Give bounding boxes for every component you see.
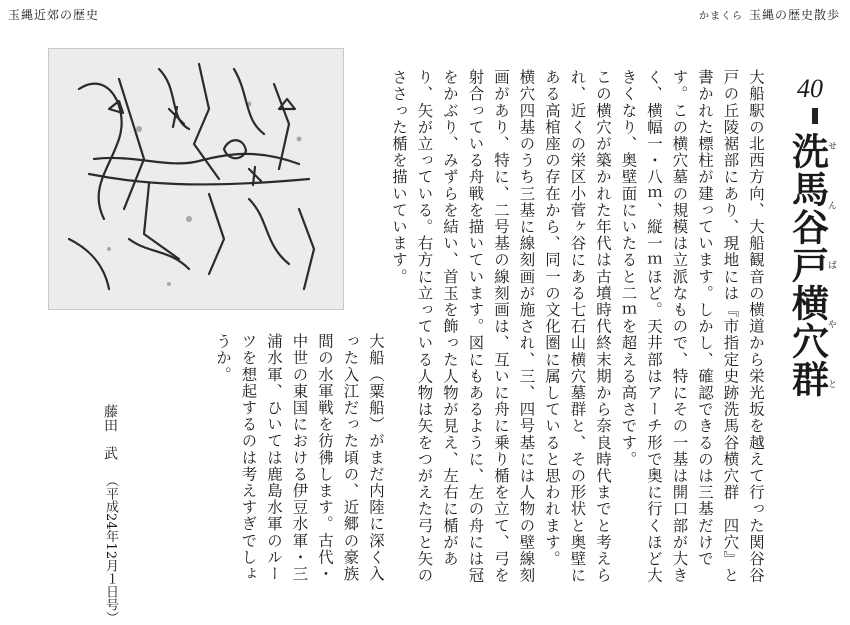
entry-title-reading: せんばやと [826,132,836,398]
author-credit [80,404,120,625]
paragraph-2: この横穴が築かれた年代は古墳時代終末期から奈良時代までと考えられ、近くの栄区小菅ヶ谷にある七石山横穴墓群と、その形状と奥壁にある高棺座の存在から、同一の文化圏に属していると思われます。 [543,69,612,584]
speckle-2 [247,102,252,107]
book-title: 玉縄の歴史散歩 [748,8,840,22]
carving-line-7 [144,184,179,259]
entry-title-text: 洗馬谷戸横穴群 [785,132,829,398]
paragraph-4: 大船（粟船）がまだ内陸に深く入った入江だった頃の、近郷の豪族間の水軍戦を彷彿します。古代・中世の東国における伊豆水軍・三浦水軍、ひいては鹿島水軍のルーツを想起するのは考えすぎでしょうか。 [214,333,385,583]
rock-carving-photo [48,48,344,310]
carving-line-10 [299,209,314,289]
article-body-continued [150,318,388,594]
carving-line-8 [209,194,224,274]
speckle-4 [107,247,111,251]
speckle-1 [136,126,142,132]
carving-line-11 [69,239,109,289]
title-rule [812,108,818,124]
boat-hull-line [94,154,299,164]
speckle-5 [297,137,302,142]
running-header-right [699,6,840,23]
entry-title-ruby [785,132,836,398]
carving-line-2 [119,79,144,209]
entry-title [772,132,836,398]
boat-keel-line [89,174,309,184]
article-body-main [390,54,768,594]
paragraph-1: 大船駅の北西方向、大船観音の横道から栄光坂を越えて行った関谷谷戸の丘陵裾部にあり、現地には『市指定史跡洗馬谷横穴群 四穴』と書かれた標柱が建っています。しかし、確認できるのは三基だけです。この横穴墓の規模は立派なもので、特にその一基は開口部が大きく、横幅一・八ｍ、縦一ｍほど。天井部はアーチ形で奥に行くほど大きくなり、奥壁面にいたると二ｍを超える高さです。 [619,69,765,584]
entry-number: 40 [797,74,823,103]
paragraph-3: 横穴四基のうち三基に線刻画が施され、三、四号基には人物の壁線刻画があり、特に、二号基の線刻画は、互いに舟に乗り楯を立て、弓を射合っている舟戦を描いています。図にもあるように、左の舟には冠をかぶり、みずらを結い、首玉を飾った人物が見え、左右に楯があり、矢が立っている。右方に立っている人物は矢をつがえた弓と矢のささった楯を描いています。 [390,69,536,584]
series-name: かまくら [698,11,743,22]
publication-date: （平成24年12月１日号） [103,474,118,625]
author-name: 藤田 武 [102,404,118,460]
speckle-6 [167,282,171,286]
figure-head [224,140,246,158]
running-header-left: 玉縄近郊の歴史 [8,8,100,22]
line-engraving-illustration [49,49,343,309]
speckle-3 [186,216,192,222]
carving-line-9 [249,199,289,264]
